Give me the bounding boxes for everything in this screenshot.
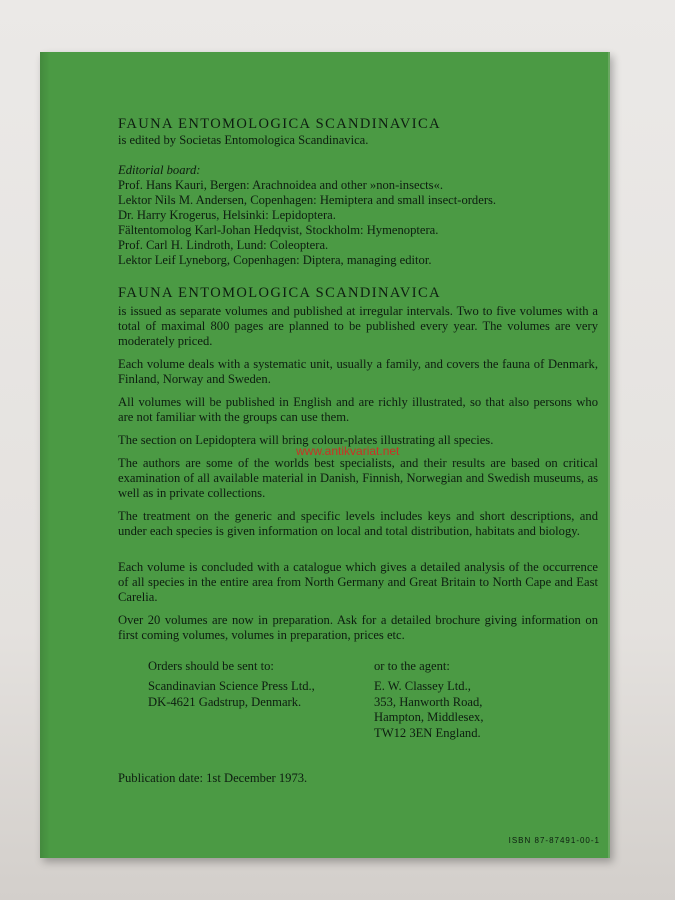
series-title-top: FAUNA ENTOMOLOGICA SCANDINAVICA — [118, 116, 441, 132]
paragraph: All volumes will be published in English and are richly illustrated, so that also persons who are not familiar with the groups can use them. — [118, 395, 598, 424]
header-block — [118, 116, 598, 148]
book-back-cover — [40, 52, 610, 858]
paragraph-block — [118, 560, 598, 605]
editorial-member: Lektor Leif Lyneborg, Copenhagen: Diptera, managing editor. — [118, 253, 432, 267]
paragraph: Each volume deals with a systematic unit, usually a family, and covers the fauna of Denmark, Finland, Norway and Sweden. — [118, 357, 598, 386]
series-description — [118, 304, 598, 349]
paragraph-block — [118, 456, 598, 501]
editorial-member: Fältentomolog Karl-Johan Hedqvist, Stockholm: Hymenoptera. — [118, 223, 439, 237]
paragraph-block — [118, 509, 598, 539]
orders-address — [148, 659, 315, 710]
editorial-member: Lektor Nils M. Andersen, Copenhagen: Hemiptera and small insect-orders. — [118, 193, 497, 207]
address-line: E. W. Classey Ltd., — [374, 679, 471, 694]
paragraph-block — [118, 395, 598, 425]
paragraph: The authors are some of the worlds best specialists, and their results are based on critical examination of all available material in Danish, Finnish, Norwegian and Swedish museums, as well as in private collections. — [118, 456, 598, 500]
publication-date: Publication date: 1st December 1973. — [118, 771, 308, 785]
editorial-board — [118, 163, 598, 268]
series-title-block — [118, 285, 598, 302]
editorial-heading: Editorial board: — [118, 163, 201, 177]
paragraph: The section on Lepidoptera will bring colour-plates illustrating all species. — [118, 433, 494, 447]
address-line: Hampton, Middlesex, — [374, 710, 484, 725]
watermark-stamp: www.antikvariat.net — [296, 444, 400, 458]
paragraph-block — [118, 613, 598, 643]
editor-line: is edited by Societas Entomologica Scandinavica. — [118, 133, 369, 147]
paragraph: is issued as separate volumes and published at irregular intervals. Two to five volumes with a total of maximal 800 pages are planned to be published every year. The volumes are very moderately priced. — [118, 304, 598, 348]
orders-heading: Orders should be sent to: — [148, 659, 274, 673]
address-line: Scandinavian Science Press Ltd., — [148, 679, 315, 694]
editorial-member: Prof. Hans Kauri, Bergen: Arachnoidea and other »non-insects«. — [118, 178, 444, 192]
address-line: DK-4621 Gadstrup, Denmark. — [148, 694, 302, 709]
paragraph-block — [118, 357, 598, 387]
editorial-member: Prof. Carl H. Lindroth, Lund: Coleoptera. — [118, 238, 329, 252]
editorial-member: Dr. Harry Krogerus, Helsinki: Lepidoptera. — [118, 208, 336, 222]
address-line: TW12 3EN England. — [374, 725, 481, 740]
address-line: 353, Hanworth Road, — [374, 694, 483, 709]
paragraph: The treatment on the generic and specific levels includes keys and short descriptions, and under each species is given information on local and total distribution, habitats and biology. — [118, 509, 598, 538]
isbn-number: ISBN 87-87491-00-1 — [508, 836, 600, 845]
paragraph: Each volume is concluded with a catalogue which gives a detailed analysis of the occurrence of all species in the entire area from North Germany and Great Britain to North Cape and East Carelia. — [118, 560, 598, 604]
paragraph: Over 20 volumes are now in preparation. Ask for a detailed brochure giving information on first coming volumes, volumes in preparation, prices etc. — [118, 613, 598, 642]
series-title: FAUNA ENTOMOLOGICA SCANDINAVICA — [118, 285, 441, 301]
agent-address — [374, 659, 483, 741]
agent-heading: or to the agent: — [374, 659, 450, 673]
